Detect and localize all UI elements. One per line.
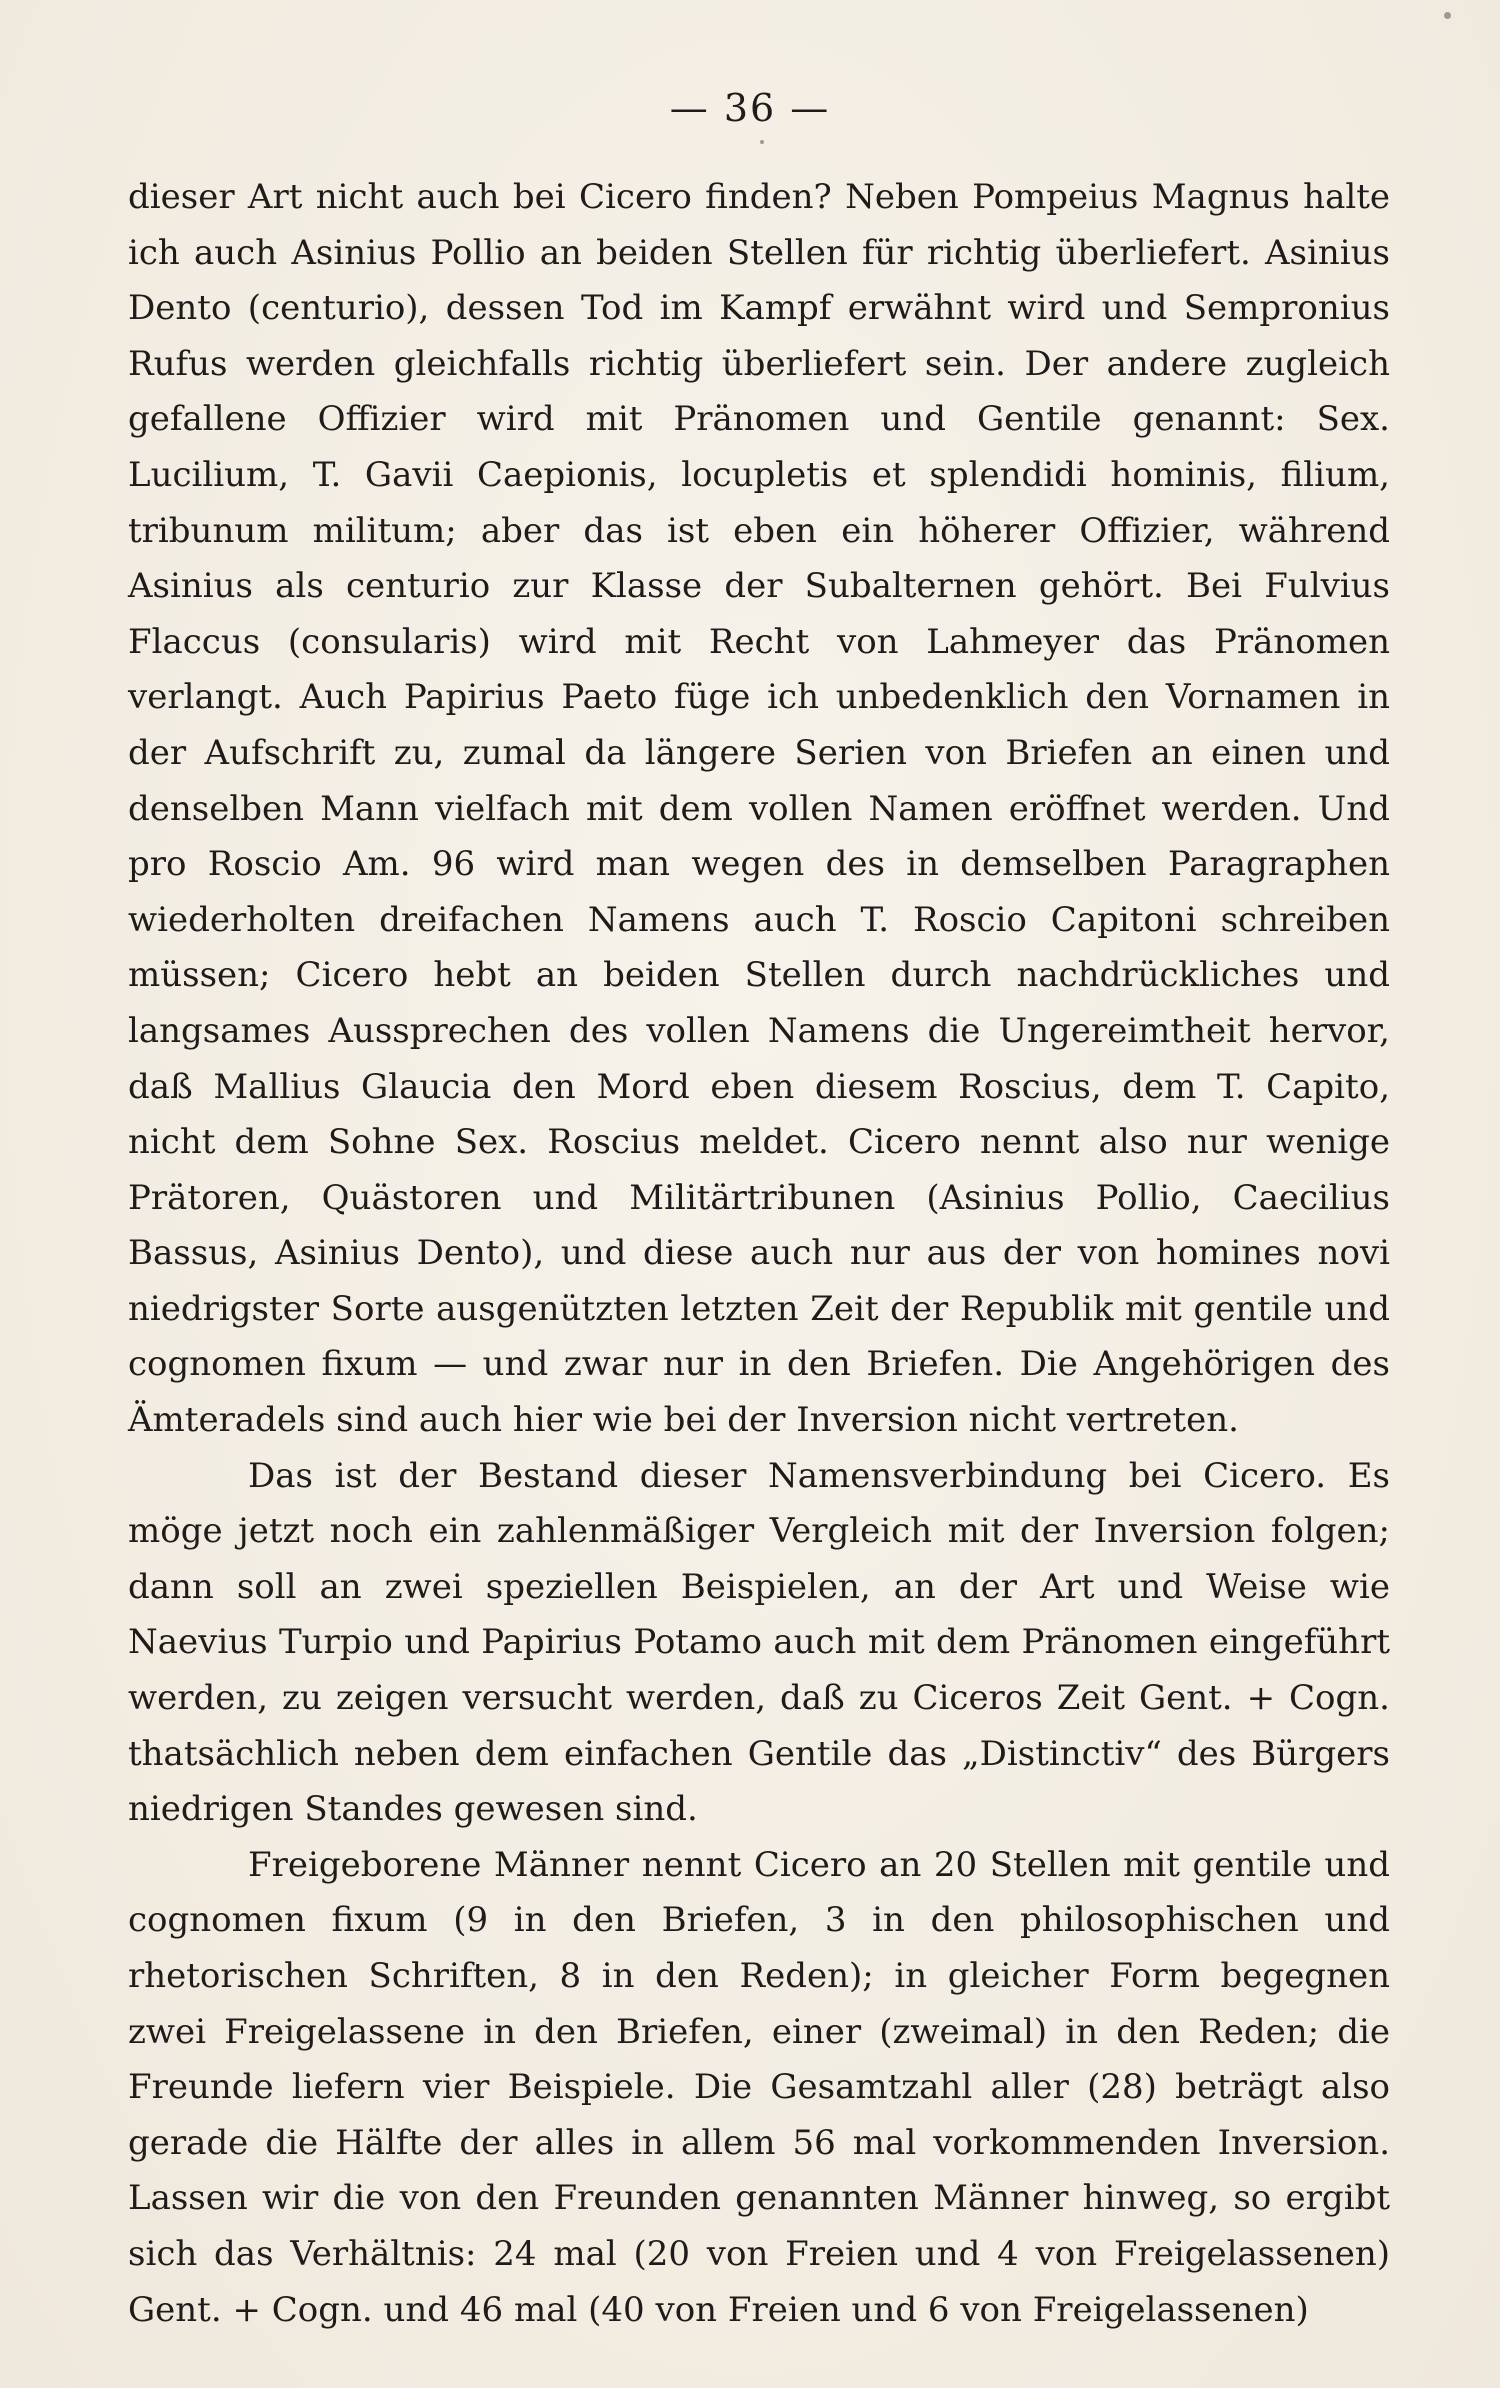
paragraph-1: dieser Art nicht auch bei Cicero finden? Neben Pompeius Magnus halte ich auch Asinius Pollio an beiden Stellen für richtig überliefert. Asinius Dento (centurio), dessen Tod im Kampf erwähnt wird und Sempronius Rufus werden gleichfalls richtig überliefert sein. Der andere zugleich gefallene Offizier wird mit Pränomen und Gentile genannt: Sex. Lucilium, T. Gavii Caepionis, locupletis et splendidi hominis, filium, tribunum militum; aber das ist eben ein höherer Offizier, während Asinius als centurio zur Klasse der Subalternen gehört. Bei Fulvius Flaccus (consularis) wird mit Recht von Lahmeyer das Pränomen verlangt. Auch Papirius Paeto füge ich unbedenklich den Vornamen in der Aufschrift zu, zumal da längere Serien von Briefen an einen und denselben Mann vielfach mit dem vollen Namen eröffnet werden. Und pro Roscio Am. 96 wird man wegen des in demselben Paragraphen wiederholten dreifachen Namens auch T. Roscio Capitoni schreiben müssen; Cicero hebt an beiden Stellen durch nachdrückliches und langsames Aussprechen des vollen Namens die Ungereimtheit hervor, daß Mallius Glaucia den Mord eben diesem Roscius, dem T. Capito, nicht dem Sohne Sex. Roscius meldet. Cicero nennt also nur wenige Prätoren, Quästoren und Militärtribunen (Asinius Pollio, Caecilius Bassus, Asinius Dento), und diese auch nur aus der von homines novi niedrigster Sorte ausgenützten letzten Zeit der Republik mit gentile und cognomen fixum — und zwar nur in den Briefen. Die Angehörigen des Ämteradels sind auch hier wie bei der Inversion nicht vertreten. bbox=[128, 177, 1390, 1441]
paragraph-2: Das ist der Bestand dieser Namensverbindung bei Cicero. Es möge jetzt noch ein zahlenmäßiger Vergleich mit der Inversion folgen; dann soll an zwei speziellen Beispielen, an der Art und Weise wie Naevius Turpio und Papirius Potamo auch mit dem Pränomen eingeführt werden, zu zeigen versucht werden, daß zu Ciceros Zeit Gent. + Cogn. thatsächlich neben dem einfachen Gentile das „Distinctiv“ des Bürgers niedrigen Standes gewesen sind. bbox=[128, 1455, 1390, 1830]
paper-speck bbox=[760, 140, 764, 144]
paper-speck bbox=[1444, 12, 1451, 19]
page-number-header: — 36 — bbox=[669, 86, 831, 130]
paragraph-3: Freigeborene Männer nennt Cicero an 20 Stellen mit gentile und cognomen fixum (9 in den Briefen, 3 in den philosophischen und rhetorischen Schriften, 8 in den Reden); in gleicher Form begegnen zwei Freigelassene in den Briefen, einer (zweimal) in den Reden; die Freunde liefern vier Beispiele. Die Gesamtzahl aller (28) beträgt also gerade die Hälfte der alles in allem 56 mal vorkommenden Inversion. Lassen wir die von den Freunden genannten Männer hinweg, so ergibt sich das Verhältnis: 24 mal (20 von Freien und 4 von Freigelassenen) Gent. + Cogn. und 46 mal (40 von Freien und 6 von Freigelassenen) bbox=[128, 1844, 1390, 2330]
page-body bbox=[128, 170, 1390, 2338]
